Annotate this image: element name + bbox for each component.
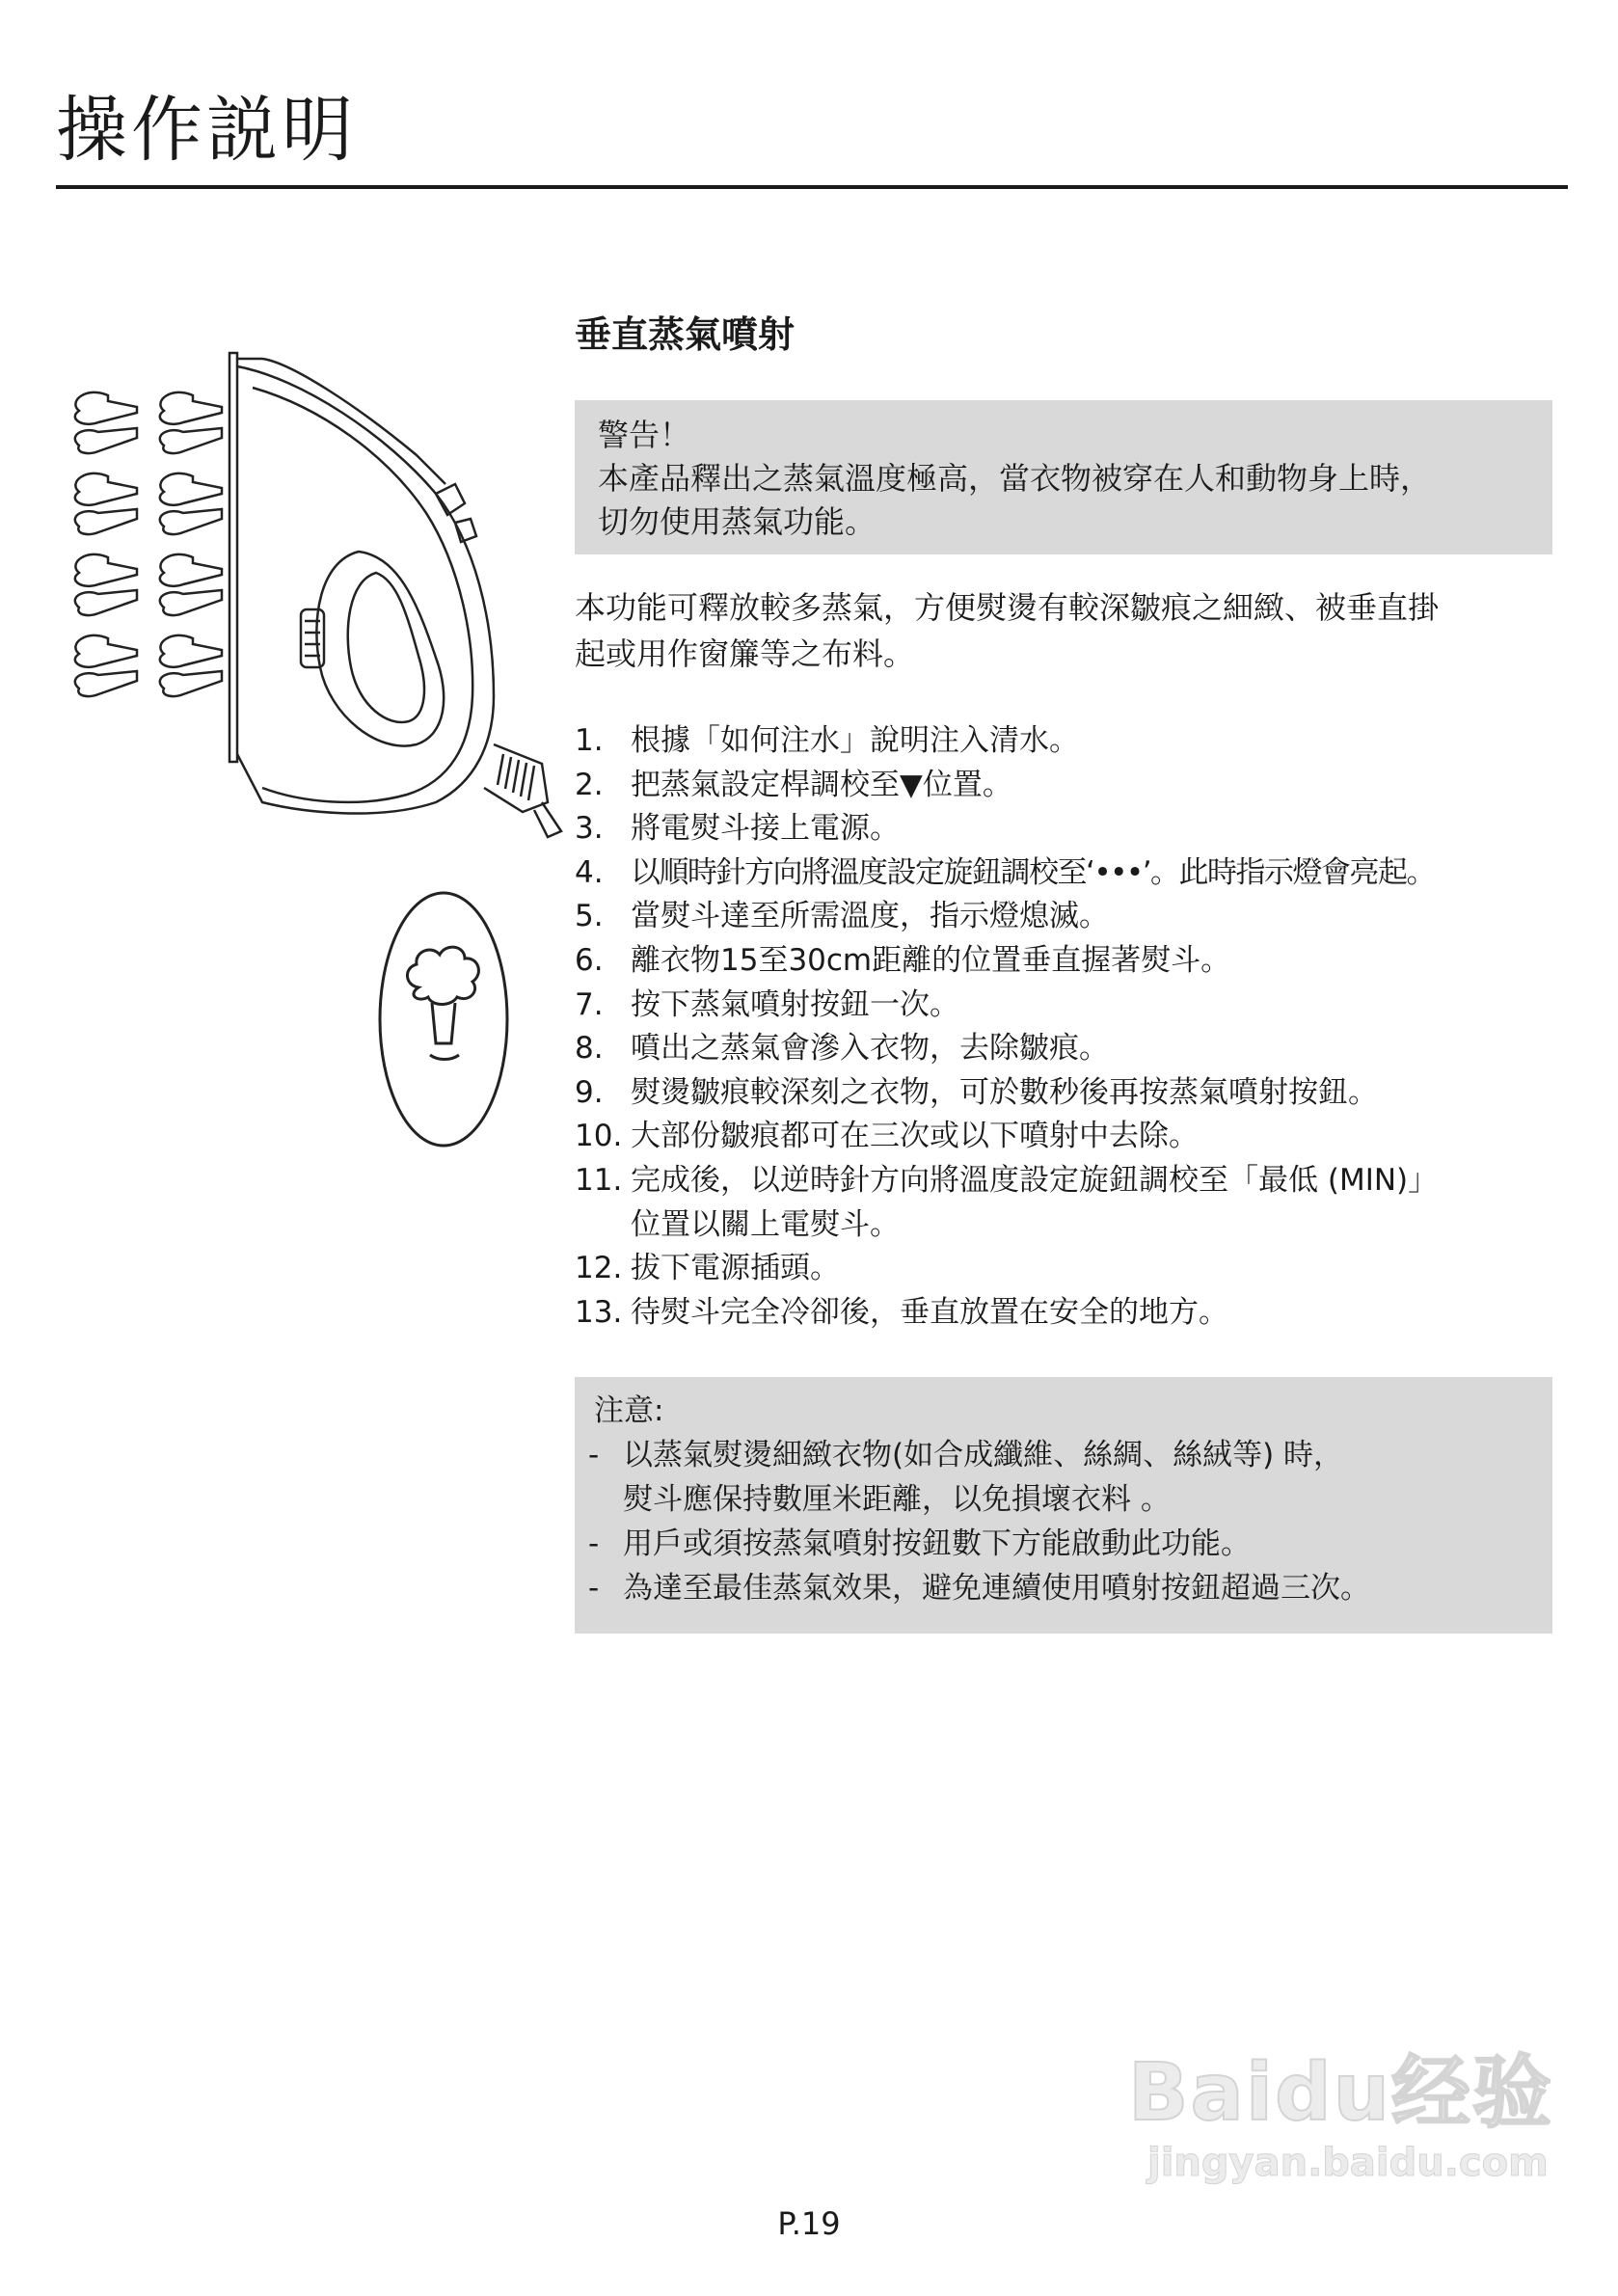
warning-label: 警告！	[598, 417, 691, 453]
step-text: 完成後，以逆時針方向將溫度設定旋鈕調校至「最低 (MIN)」	[631, 1162, 1439, 1198]
intro-paragraph	[575, 584, 1558, 677]
note-box	[575, 1377, 1552, 1634]
step-number: 8.	[575, 1031, 604, 1067]
step-text: 大部份皺痕都可在三次或以下噴射中去除。	[631, 1119, 1199, 1154]
list-item	[575, 1115, 1578, 1159]
title-rule	[56, 185, 1568, 189]
step-text: 把蒸氣設定桿調校至▼位置。	[631, 767, 1012, 802]
list-item	[575, 719, 1578, 764]
list-item	[588, 1477, 1552, 1522]
intro-line: 起或用作窗簾等之布料。	[575, 635, 915, 672]
list-item	[575, 1203, 1578, 1248]
list-item	[575, 1247, 1578, 1291]
warning-line: 本產品釋出之蒸氣溫度極高，當衣物被穿在人和動物身上時，	[598, 460, 1432, 497]
watermark-url: jingyan.baidu.com	[1147, 2141, 1549, 2185]
watermark-logo: Baidu经验	[1128, 2047, 1554, 2139]
step-text: 按下蒸氣噴射按鈕一次。	[631, 986, 959, 1022]
step-text: 熨燙皺痕較深刻之衣物，可於數秒後再按蒸氣噴射按鈕。	[631, 1074, 1378, 1110]
step-text: 當熨斗達至所需溫度，指示燈熄滅。	[631, 899, 1109, 934]
dash: -	[588, 1571, 600, 1606]
step-text: 待熨斗完全冷卻後，垂直放置在安全的地方。	[631, 1294, 1228, 1330]
iron-icon	[69, 349, 571, 851]
step-number: 10.	[575, 1119, 623, 1154]
page-title: 操作説明	[56, 89, 357, 172]
note-label: 注意:	[594, 1393, 664, 1428]
watermark	[1128, 2047, 1554, 2185]
list-item	[575, 807, 1578, 851]
list-item	[588, 1522, 1552, 1566]
note-text: 用戶或須按蒸氣噴射按鈕數下方能啟動此功能。	[623, 1526, 1251, 1561]
list-item	[588, 1566, 1552, 1610]
step-number: 12.	[575, 1251, 623, 1286]
step-text: 根據「如何注水」說明注入清水。	[631, 723, 1079, 758]
step-text: 位置以關上電熨斗。	[631, 1206, 900, 1242]
step-number: 4.	[575, 854, 604, 890]
steam-puffs-icon	[75, 392, 222, 696]
note-text: 熨斗應保持數厘米距離，以免損壞衣料 。	[623, 1482, 1171, 1517]
step-number: 11.	[575, 1162, 623, 1198]
dash: -	[588, 1438, 600, 1472]
note-text: 為達至最佳蒸氣效果，避免連續使用噴射按鈕超過三次。	[623, 1571, 1370, 1606]
step-text: 噴出之蒸氣會滲入衣物，去除皺痕。	[631, 1031, 1109, 1067]
list-item	[588, 1433, 1552, 1477]
step-number: 9.	[575, 1074, 604, 1110]
list-item	[575, 984, 1578, 1028]
note-text: 以蒸氣熨燙細緻衣物(如合成纖維、絲綢、絲絨等) 時，	[623, 1438, 1344, 1472]
step-text: 將電熨斗接上電源。	[631, 811, 900, 847]
list-item	[575, 939, 1578, 984]
list-item	[575, 1291, 1578, 1336]
vertical-steam-icon	[376, 889, 511, 1149]
dash: -	[588, 1526, 600, 1561]
section-heading: 垂直蒸氣噴射	[575, 313, 796, 356]
step-number: 6.	[575, 942, 604, 978]
intro-line: 本功能可釋放較多蒸氣，方便熨燙有較深皺痕之細緻、被垂直掛	[575, 589, 1440, 626]
step-number: 7.	[575, 986, 604, 1022]
step-text: 以順時針方向將溫度設定旋鈕調校至‘•••’。此時指示燈會亮起。	[631, 854, 1436, 890]
list-item	[575, 1159, 1578, 1203]
step-text: 離衣物15至30cm距離的位置垂直握著熨斗。	[631, 942, 1231, 978]
list-item	[575, 1071, 1578, 1116]
list-item	[575, 895, 1578, 939]
warning-box	[575, 400, 1552, 554]
step-number: 5.	[575, 899, 604, 934]
list-item	[575, 1027, 1578, 1071]
step-text: 拔下電源插頭。	[631, 1251, 840, 1286]
steps-list	[575, 719, 1578, 1335]
page-number: P.19	[777, 2205, 841, 2242]
step-number: 13.	[575, 1294, 623, 1330]
warning-line: 切勿使用蒸氣功能。	[598, 503, 876, 540]
step-number: 3.	[575, 811, 604, 847]
step-number: 1.	[575, 723, 604, 758]
list-item	[575, 764, 1578, 808]
list-item	[575, 851, 1578, 896]
step-number: 2.	[575, 767, 604, 802]
